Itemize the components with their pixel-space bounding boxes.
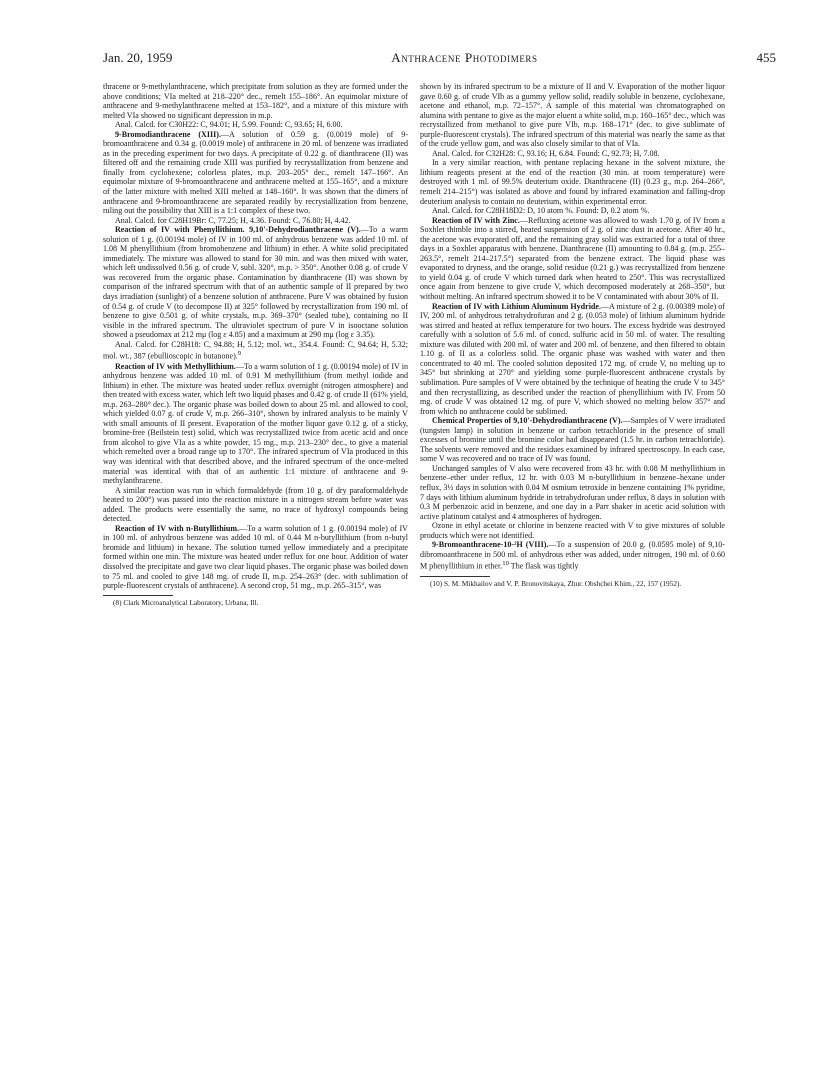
section-heading: Reaction of IV with Zinc.: [432, 215, 520, 225]
paragraph: Reaction of IV with Phenyllithium. 9,10'-Dehydrodianthracene (V).—To a warm solution of 1 g. (0.00194 mole) of IV in 100 ml. of anhydrous benzene was added 10 ml. of 1.08 M phenyllithium (from bromobenzene and lithium) in ether. A white solid precipitated immediately. The mixture was allowed to stand for 30 min. and was then mixed with water, which left undissolved 0.56 g. of crude V, subl. 320°, m.p. > 350°. Another 0.08 g. of crude V was recovered from the organic phase. Contamination by dianthracene (II) was shown by comparison of the infrared spectrum with that of an authentic sample of II prepared by two days irradiation (sunlight) of a benzene solution of anthracene. Pure V was obtained by fusion of 0.54 g. of crude V (to decompose II) at 325° followed by recrystallization from 190 ml. of benzene to give 0.501 g. of white crystals, m.p. 369–370° (sealed tube), containing no II visible in the infrared spectrum. The ultraviolet spectrum of pure V in isooctane solution showed a pseudomax at 212 mμ (log ε 4.85) and a maximum at 290 mμ (log ε 3.35).: [103, 225, 408, 340]
running-header: [103, 50, 776, 68]
paragraph: Reaction of IV with n-Butyllithium.—To a warm solution of 1 g. (0.00194 mole) of IV in 100 ml. of anhydrous benzene was added 10 ml. of 0.44 M n-butyllithium (from n-butyl bromide and lithium) in hexane. The solution turned yellow immediately and a precipitate formed within one min. The mixture was heated under reflux for one hour. Addition of water dissolved the precipitate and gave two clear liquid phases. The organic phase was boiled down to 75 ml. and cooled to give 148 mg. of crude II, m.p. 254–263° (dec. with sublimation of purple-fluorescent crystals of anthracene). A second crop, 51 mg., m.p. 265–315°, was: [103, 523, 408, 591]
page-number: 455: [756, 50, 776, 65]
footnote-ref: 9: [237, 350, 242, 358]
right-column: [420, 82, 725, 588]
analysis-line: Anal. Calcd. for C28H18D2: D, 10 atom %. Found: D, 0.2 atom %.: [432, 206, 650, 216]
paragraph: Reaction of IV with Zinc.—Refluxing acetone was allowed to wash 1.70 g. of IV from a Soxhlet thimble into a stirred, heated suspension of 2 g. of zinc dust in acetone. After 40 hr., the acetone was evaporated off, and the remaining gray solid was extracted for a total of three days in a Soxhlet apparatus with benzene. Dianthracene (II) amounting to 0.84 g. (m.p. 255–263.5°, remelt 214–217.5°) separated from the benzene extract. The liquid phase was evaporated to dryness, and the orange, solid residue (0.21 g.) was recrystallized from benzene to yield 0.04 g. of crude V which turned dark when heated to 250°. This was recrystallized once again from benzene to give crude V, which decomposed moderately at 268–350°, but without melting. An infrared spectrum showed it to be V contaminated with about 30% of II.: [420, 215, 725, 302]
paragraph: A similar reaction was run in which formaldehyde (from 10 g. of dry paraformaldehyde heated to 200°) was passed into the reaction mixture in a nitrogen stream before water was added. The products were essentially the same, no trace of hydroxyl compounds being detected.: [103, 485, 408, 524]
footnote-ref: 10: [502, 560, 509, 568]
footnote-rule: [420, 576, 490, 577]
paragraph: Unchanged samples of V also were recovered from 43 hr. with 0.08 M methyllithium in benzene–ether under reflux, 12 hr. with 0.03 M n-butyllithium in benzene–hexane under reflux, 3½ days in solution with 0.04 M osmium tetroxide in benzene containing 1% pyridine, 7 days with lithium aluminum hydride in tetrahydrofuran under reflux, 8 days in solution with 0.3 M perbenzoic acid in benzene, and one day in a Parr shaker in acetic acid solution with active platinum catalyst and 4 atmospheres of hydrogen.: [420, 463, 725, 521]
footnote-rule: [103, 595, 173, 596]
section-heading: 9-Bromoanthracene-10-²H (VIII).: [432, 540, 549, 550]
left-column: [103, 82, 408, 607]
paragraph: 9-Bromodianthracene (XIII).—A solution of 0.59 g. (0.0019 mole) of 9-bromoanthracene and 0.34 g. (0.0019 mole) of anthracene in 20 ml. of benzene was irradiated as in the preceding experiment for two days. A precipitate of 0.22 g. of dianthracene (II) was filtered off and the remaining crude XIII was purified by recrystallization from benzene and finally from cyclohexene; colorless plates, m.p. 203–205° dec., remelt 147–166°. An equimolar mixture of 9-bromoanthracene and anthracene melted at 155–165°, and a mixture of the latter mixture with melted XIII melted at 148–160°. It was shown that the dimers of anthracene and 9-bromoanthracene are separated readily by recrystallization from benzene, ruling out the possibility that XIII is a 1:1 complex of these two.: [103, 129, 408, 216]
section-heading: Reaction of IV with Lithium Aluminum Hydride.: [432, 301, 601, 311]
header-title: Anthracene Photodimers: [391, 50, 538, 65]
section-heading: Reaction of IV with Phenyllithium. 9,10'-Dehydrodianthracene (V).: [115, 225, 361, 235]
footnote: (10) S. M. Mikhailov and V. P. Bronovitskaya, Zhur. Obshchei Khim., 22, 157 (1952).: [430, 578, 682, 588]
section-heading: 9-Bromodianthracene (XIII).: [115, 129, 221, 139]
section-heading: Reaction of IV with Methyllithium.: [115, 361, 236, 371]
paragraph: In a very similar reaction, with pentane replacing hexane in the solvent mixture, the lithium reagents present at the end of the reaction (30 min. at room temperature) were destroyed with 1 ml. of 99.5% deuterium oxide. Dianthracene (II) (0.23 g., m.p. 264–266°, remelt 214–215°) was isolated as above and found by infrared examination and falling-drop deuterium analysis to contain no deuterium, within experimental error.: [420, 158, 725, 206]
paragraph: shown by its infrared spectrum to be a mixture of II and V. Evaporation of the mother liquor gave 0.60 g. of crude VIb as a gummy yellow solid, readily soluble in benzene, cyclohexane, acetone and ethanol, m.p. 72–157°. A sample of this material was chromatographed on alumina with pentane to give as the major eluent a white solid, m.p. 160–165° dec., which was recrystallized from methanol to give pure VIb, m.p. 168–171° (dec. to give sublimate of purple-fluorescent crystals). The infrared spectrum of this material was nearly the same as that of the crude yellow gum, and was also closely similar to that of VIa.: [420, 82, 725, 149]
analysis-line: Anal. Calcd. for C28H19Br: C, 77.25; H, 4.36. Found: C, 76.80; H, 4.42.: [115, 215, 351, 225]
analysis-line: Anal. Calcd. for C28H18: C, 94.88; H, 5.12; mol. wt., 354.4. Found: C, 94.64; H, 5.32; mol. wt., 387 (ebullioscopic in butanone).$^9$: [103, 339, 408, 361]
section-heading: Reaction of IV with n-Butyllithium.: [115, 523, 240, 533]
paragraph: Reaction of IV with Lithium Aluminum Hydride.—A mixture of 2 g. (0.00389 mole) of IV, 200 ml. of anhydrous tetrahydrofuran and 2 g. (0.053 mole) of lithium aluminum hydride was stirred and heated at reflux temperature for two hours. The excess hydride was destroyed carefully with a solution of 5.6 ml. of concd. sulfuric acid in 50 ml. of water. The resulting mixture was diluted with 200 ml. of water and 200 ml. of benzene, and then filtered to obtain 1.10 g. of II as a colorless solid. The organic phase was washed with water and then concentrated to 40 ml. The cooled solution deposited 172 mg. of crude V, no melting up to 345° but shrinking at 270° and yielding some purple-fluorescent anthracene crystals by sublimation. Pure samples of V were obtained by the technique of heating the crude V to 345° and then recrystallizing, as described under the reaction of phenyllithium with IV. From 50 mg. of crude V was obtained 12 mg. of pure V, which showed no melting below 357° and from which no anthracene could be sublimed.: [420, 301, 725, 416]
paragraph: Chemical Properties of 9,10'-Dehydrodianthracene (V).—Samples of V were irradiated (tungsten lamp) in solution in benzene or carbon tetrachloride in the presence of small excesses of bromine until the bromine color had disappeared (1.5 hr. in carbon tetrachloride). The solvents were removed and the residues examined by infrared spectroscopy. In each case, some V was recovered and no trace of IV was found.: [420, 416, 725, 464]
paragraph: Reaction of IV with Methyllithium.—To a warm solution of 1 g. (0.00194 mole) of IV in anhydrous benzene was added 10 ml. of 0.91 M methyllithium (from methyl iodide and lithium) in ether. The mixture was heated under reflux overnight (nitrogen atmosphere) and then treated with excess water, which left two liquid phases and 0.42 g. of crude II (61% yield, m.p. 263–280° dec.). The organic phase was boiled down to about 25 ml. and allowed to cool, which yielded 0.07 g. of crude V, m.p. 266–310°, shown by infrared analysis to be mainly V with small amounts of II present. Evaporation of the mother liquor gave 0.12 g. of a sticky, bromine-free (Beilstein test) solid, which was recrystallized twice from acetic acid and once from alcohol to give VIa as a white powder, 15 mg., m.p. 213–230° dec., to give a material which remelted over a broad range up to 170°. The infrared spectrum of VIa produced in this way was identical with that described above, and the infrared spectrum of the once-melted material was identical with that of an authentic 1:1 mixture of anthracene and 9-methylanthracene.: [103, 361, 408, 486]
footnote: (8) Clark Microanalytical Laboratory, Urbana, Ill.: [113, 597, 259, 607]
section-heading: Chemical Properties of 9,10'-Dehydrodianthracene (V).: [432, 416, 623, 426]
paragraph: thracene or 9-methylanthracene, which precipitate from solution as they are formed under the above conditions; VIa melted at 218–220° dec., remelt 155–186°. An equimolar mixture of anthracene and 9-methylanthracene melted at 153–182°, and a mixture of this mixture with melted VIa showed no significant depression in m.p.: [103, 82, 408, 120]
header-date: Jan. 20, 1959: [103, 50, 173, 65]
analysis-line: Anal. Calcd. for C30H22: C, 94.01; H, 5.99. Found: C, 93.65; H, 6.00.: [115, 120, 343, 130]
paragraph: Ozone in ethyl acetate or chlorine in benzene reacted with V to give mixtures of soluble products which were not identified.: [420, 521, 725, 540]
analysis-line: Anal. Calcd. for C32H28: C, 93.16; H, 6.84. Found: C, 92.73; H, 7.08.: [432, 148, 660, 158]
paragraph: 9-Bromoanthracene-10-²H (VIII).—To a suspension of 20.0 g. (0.0595 mole) of 9,10-dibromoanthracene in 500 ml. of anhydrous ether was added, under nitrogen, 190 ml. of 0.60 M phenyllithium in ether.$^{10}$ The flask was tightly: [420, 540, 725, 572]
